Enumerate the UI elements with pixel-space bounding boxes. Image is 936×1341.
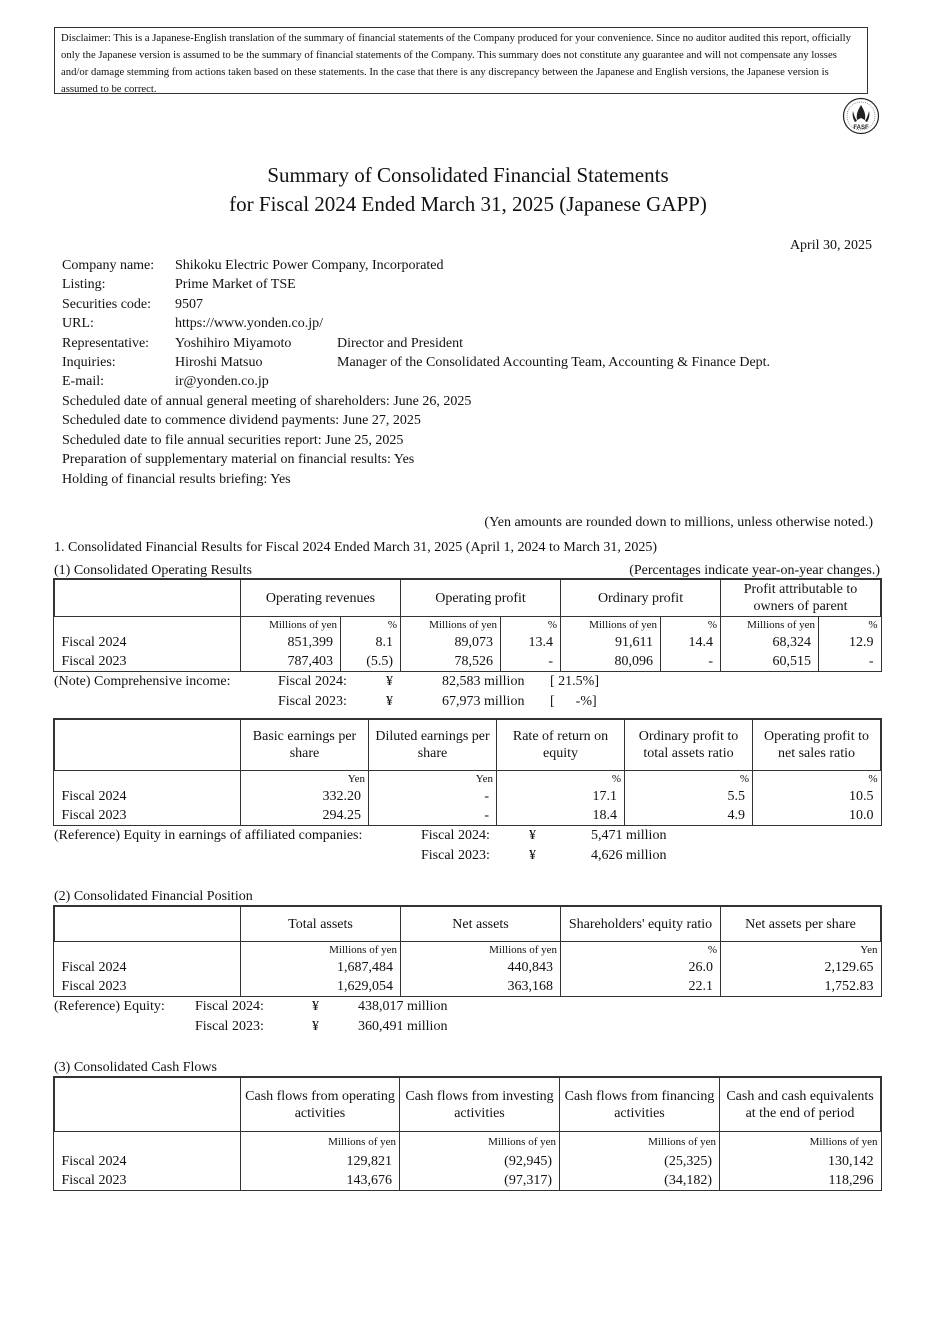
row-label: Fiscal 2023: [55, 977, 241, 996]
header-diluted-eps: Diluted earnings per share: [369, 720, 497, 771]
yen-symbol: ¥: [312, 999, 319, 1014]
comprehensive-pct: [ 21.5%]: [550, 674, 599, 689]
header-operating-revenues: Operating revenues: [241, 580, 401, 617]
financial-position-table: [54, 906, 881, 996]
equity-affiliates-label: (Reference) Equity in earnings of affiliated companies:: [54, 828, 363, 843]
cell: 1,752.83: [824, 979, 874, 994]
header-blank: [55, 720, 241, 771]
yen-symbol: ¥: [529, 828, 536, 843]
header-cf-operating: Cash flows from operating activities: [241, 1078, 400, 1132]
cell: (92,945): [400, 1152, 560, 1171]
company-info-label: Securities code:: [62, 296, 152, 312]
equity-year: Fiscal 2023:: [195, 1019, 264, 1034]
row-label: Fiscal 2024: [55, 787, 241, 806]
yen-symbol: ¥: [386, 674, 393, 689]
header-blank: [55, 1078, 241, 1132]
unit-cell: Millions of yen: [241, 942, 401, 959]
cell: -: [369, 787, 497, 806]
cell: 129,821: [241, 1152, 400, 1171]
cell: 22.1: [561, 977, 721, 996]
header-basic-eps: Basic earnings per share: [241, 720, 369, 771]
row-label: Fiscal 2024: [55, 1152, 241, 1171]
unit-cell: Millions of yen: [241, 1132, 400, 1152]
unit-cell: Yen: [860, 944, 878, 956]
cell: 294.25: [241, 806, 369, 825]
unit-cell: Millions of yen: [400, 1132, 560, 1152]
cell: 13.4: [501, 633, 561, 652]
header-cf-investing: Cash flows from investing activities: [400, 1078, 560, 1132]
schedule-item: Scheduled date to commence dividend payments: June 27, 2025: [62, 413, 421, 429]
rounding-note: (Yen amounts are rounded down to millions, unless otherwise noted.): [484, 515, 873, 530]
company-info-label: Listing:: [62, 277, 106, 293]
table-row: [55, 806, 881, 825]
company-info-value: https://www.yonden.co.jp/: [175, 316, 324, 332]
cell: 78,526: [454, 654, 494, 669]
op-results-title: (1) Consolidated Operating Results: [54, 563, 252, 578]
cell: (25,325): [560, 1152, 720, 1171]
equity-ref-label: (Reference) Equity:: [54, 999, 165, 1014]
company-info-extra: Manager of the Consolidated Accounting Team, Accounting & Finance Dept.: [337, 355, 771, 370]
pct-note: (Percentages indicate year-on-year changes.): [629, 563, 880, 578]
company-info-row: [62, 275, 296, 294]
company-info-extra: Director and President: [337, 335, 463, 351]
header-total-assets: Total assets: [241, 907, 401, 942]
title-line-1: Summary of Consolidated Financial Statements: [267, 163, 669, 187]
schedule-item: Preparation of supplementary material on financial results: Yes: [62, 452, 415, 468]
report-date: April 30, 2025: [789, 238, 872, 253]
cell: -: [819, 652, 881, 671]
cell: 18.4: [497, 806, 625, 825]
company-info-label: Representative:: [62, 335, 150, 351]
cell: 143,676: [241, 1171, 400, 1190]
affiliates-amount: 5,471 million: [591, 828, 667, 843]
row-label: Fiscal 2023: [55, 652, 241, 671]
table-row: [55, 652, 881, 671]
header-blank: [55, 907, 241, 942]
cell: 4.9: [625, 806, 753, 825]
company-info-label: E-mail:: [62, 374, 104, 390]
unit-cell: Millions of yen: [560, 1132, 720, 1152]
row-label: Fiscal 2023: [55, 806, 241, 825]
header-ordinary-profit: Ordinary profit: [561, 580, 721, 617]
cell: 89,073: [454, 635, 494, 650]
yen-symbol: ¥: [312, 1019, 319, 1034]
cell: 1,629,054: [241, 977, 401, 996]
company-info-value: ir@yonden.co.jp: [175, 374, 269, 390]
operating-results-table: [54, 579, 881, 671]
comprehensive-pct: [ -%]: [550, 694, 597, 709]
company-info-label: URL:: [62, 316, 94, 332]
cell: 5.5: [625, 787, 753, 806]
header-ordinary-assets: Ordinary profit to total assets ratio: [625, 720, 753, 771]
header-roe: Rate of return on equity: [497, 720, 625, 771]
cash-flows-title: (3) Consolidated Cash Flows: [54, 1060, 217, 1075]
table-row: [55, 633, 881, 652]
equity-year: Fiscal 2024:: [195, 999, 264, 1014]
unit-cell: %: [625, 771, 753, 788]
disclaimer-box: [54, 27, 868, 94]
cell: 68,324: [772, 635, 812, 650]
header-net-assets: Net assets: [401, 907, 561, 942]
comprehensive-amount: 82,583 million: [442, 674, 525, 689]
cell: 10.5: [849, 789, 874, 804]
cell: 10.0: [849, 808, 874, 823]
company-info-label: Company name:: [62, 258, 155, 273]
affiliates-year: Fiscal 2024:: [421, 828, 490, 843]
schedule-item: Scheduled date of annual general meeting of shareholders: June 26, 2025: [62, 394, 472, 409]
cell: -: [661, 652, 721, 671]
cell: 851,399: [287, 635, 333, 650]
unit-cell: %: [501, 617, 561, 634]
table-row: [55, 1171, 881, 1190]
table-row: [55, 1152, 881, 1171]
cash-flows-table: [54, 1077, 881, 1190]
header-op-sales: Operating profit to net sales ratio: [753, 720, 881, 771]
cell: -: [369, 806, 497, 825]
header-equity-ratio: Shareholders' equity ratio: [561, 907, 721, 942]
unit-cell: %: [341, 617, 401, 634]
unit-cell: %: [661, 617, 721, 634]
company-info-row: [62, 256, 444, 275]
unit-cell: Millions of yen: [809, 1135, 878, 1148]
header-operating-profit: Operating profit: [401, 580, 561, 617]
section1-title: 1. Consolidated Financial Results for Fiscal 2024 Ended March 31, 2025 (April 1, 2024 to March 31, 2025): [54, 540, 658, 555]
unit-cell: Millions of yen: [747, 619, 816, 631]
unit-cell: %: [561, 942, 721, 959]
cell: (5.5): [341, 652, 401, 671]
company-info-row: [62, 372, 269, 391]
unit-cell: Millions of yen: [429, 619, 498, 631]
unit-cell: %: [868, 773, 878, 785]
schedule-item: Scheduled date to file annual securities report: June 25, 2025: [62, 432, 404, 448]
table-row: [55, 977, 881, 996]
unit-cell: Millions of yen: [401, 942, 561, 959]
cell: (34,182): [560, 1171, 720, 1190]
header-net-assets-per-share: Net assets per share: [721, 907, 881, 942]
cell: 1,687,484: [241, 958, 401, 977]
unit-cell: Millions of yen: [269, 619, 337, 631]
company-info-value: 9507: [175, 296, 203, 312]
yen-symbol: ¥: [386, 694, 393, 709]
row-label: Fiscal 2023: [55, 1171, 241, 1190]
cell: 332.20: [241, 787, 369, 806]
unit-cell: Millions of yen: [589, 619, 658, 631]
company-info-row: [62, 334, 463, 353]
affiliates-year: Fiscal 2023:: [421, 848, 490, 863]
header-profit-owners: Profit attributable to owners of parent: [721, 580, 881, 617]
unit-cell: Yen: [369, 771, 497, 788]
affiliates-amount: 4,626 million: [591, 848, 667, 863]
company-info-row: [62, 353, 771, 372]
per-share-table: [54, 719, 881, 825]
svg-text:FASF: FASF: [853, 125, 869, 131]
cell: 12.9: [819, 633, 881, 652]
fasf-logo-icon: [842, 97, 880, 135]
comprehensive-amount: 67,973 million: [442, 694, 525, 709]
header-cf-financing: Cash flows from financing activities: [560, 1078, 720, 1132]
equity-amount: 438,017 million: [358, 999, 448, 1014]
company-info-value: Yoshihiro Miyamoto: [175, 335, 292, 351]
cell: 118,296: [828, 1172, 874, 1188]
comprehensive-year: Fiscal 2023:: [278, 694, 347, 709]
cell: 91,611: [615, 635, 654, 650]
unit-cell: %: [819, 617, 881, 634]
cell: -: [501, 652, 561, 671]
cell: 80,096: [614, 654, 654, 669]
company-info-row: [62, 295, 203, 314]
cell: 26.0: [561, 958, 721, 977]
company-info-value: Hiroshi Matsuo: [175, 355, 263, 370]
row-label: Fiscal 2024: [55, 633, 241, 652]
unit-cell: Yen: [241, 771, 369, 788]
cell: 60,515: [772, 654, 812, 669]
unit-cell: %: [497, 771, 625, 788]
cell: 8.1: [341, 633, 401, 652]
comprehensive-label: (Note) Comprehensive income:: [54, 674, 231, 689]
header-cash-equivalents: Cash and cash equivalents at the end of period: [720, 1078, 881, 1132]
table-row: [55, 958, 881, 977]
cell: 2,129.65: [824, 960, 874, 975]
cell: 14.4: [661, 633, 721, 652]
company-info-row: [62, 314, 323, 333]
company-info-label: Inquiries:: [62, 355, 116, 370]
disclaimer-text: Disclaimer: This is a Japanese-English translation of the summary of financial statements of the Company produced for your convenience. Since no auditor audited this report, officially only the Japanese version is assumed to be the summary of financial statements of the Company. This summary does not constitute any guarantee and will not compensate any losses and/or damage stemming from actions taken based on these statements. In the case that there is any discrepancy between the Japanese and English versions, the Japanese version is assumed to be correct.: [61, 32, 851, 95]
company-info-value: Shikoku Electric Power Company, Incorporated: [175, 258, 444, 273]
cell: 440,843: [401, 958, 561, 977]
equity-amount: 360,491 million: [358, 1019, 448, 1034]
title-line-2: for Fiscal 2024 Ended March 31, 2025 (Japanese GAPP): [229, 192, 707, 216]
yen-symbol: ¥: [529, 848, 536, 863]
comprehensive-year: Fiscal 2024:: [278, 674, 347, 689]
cell: 130,142: [828, 1153, 874, 1169]
table-row: [55, 787, 881, 806]
row-label: Fiscal 2024: [55, 958, 241, 977]
schedule-item: Holding of financial results briefing: Yes: [62, 471, 291, 487]
financial-position-title: (2) Consolidated Financial Position: [54, 889, 253, 904]
cell: 17.1: [497, 787, 625, 806]
cell: 787,403: [287, 654, 333, 669]
header-blank: [55, 580, 241, 617]
cell: (97,317): [400, 1171, 560, 1190]
cell: 363,168: [401, 977, 561, 996]
company-info-value: Prime Market of TSE: [175, 277, 296, 293]
